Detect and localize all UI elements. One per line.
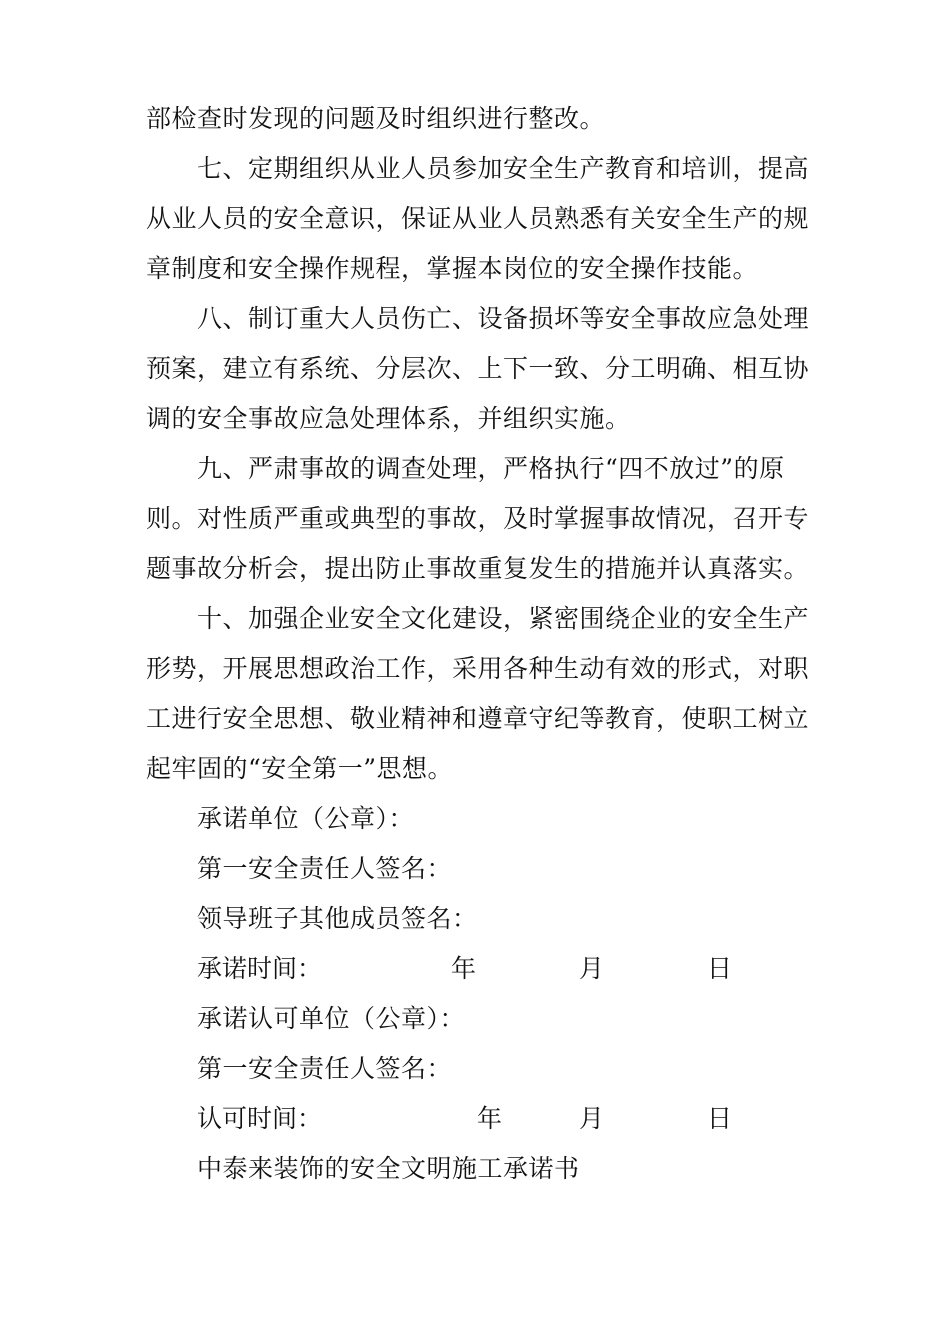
promise-time-label: 承诺时间：: [197, 954, 323, 983]
paragraph-line: 八、制订重大人员伤亡、设备损坏等安全事故应急处理: [197, 304, 810, 333]
day-label: 日: [707, 954, 733, 983]
paragraph-line: 十、加强企业安全文化建设，紧密围绕企业的安全生产: [197, 604, 810, 633]
next-document-title: 中泰来装饰的安全文明施工承诺书: [197, 1154, 580, 1183]
leadership-members-label: 领导班子其他成员签名：: [197, 904, 478, 933]
paragraph-line: 预案，建立有系统、分层次、上下一致、分工明确、相互协: [146, 354, 810, 383]
day-label: 日: [707, 1104, 733, 1133]
approve-time-label: 认可时间：: [197, 1104, 323, 1133]
paragraph-line: 起牢固的“安全第一”思想。: [146, 754, 454, 783]
year-label: 年: [451, 954, 477, 983]
first-responsible-label: 第一安全责任人签名：: [197, 854, 453, 883]
promise-time-row: [197, 954, 757, 984]
year-label: 年: [477, 1104, 503, 1133]
paragraph-line: 七、定期组织从业人员参加安全生产教育和培训，提高: [197, 154, 810, 183]
paragraph-line: 九、严肃事故的调查处理，严格执行“四不放过”的原: [197, 454, 785, 483]
paragraph-line: 则。对性质严重或典型的事故，及时掌握事故情况，召开专: [146, 504, 810, 533]
month-label: 月: [579, 1104, 605, 1133]
paragraph-line: 从业人员的安全意识，保证从业人员熟悉有关安全生产的规: [146, 204, 810, 233]
promise-unit-label: 承诺单位（公章）：: [197, 804, 415, 833]
paragraph-line: 题事故分析会，提出防止事故重复发生的措施并认真落实。: [146, 554, 810, 583]
first-responsible-label-2: 第一安全责任人签名：: [197, 1054, 453, 1083]
paragraph-line: 部检查时发现的问题及时组织进行整改。: [146, 104, 606, 133]
month-label: 月: [579, 954, 605, 983]
approve-unit-label: 承诺认可单位（公章）：: [197, 1004, 466, 1033]
approve-time-row: [197, 1104, 757, 1134]
paragraph-line: 形势，开展思想政治工作，采用各种生动有效的形式，对职: [146, 654, 810, 683]
paragraph-line: 工进行安全思想、敬业精神和遵章守纪等教育，使职工树立: [146, 704, 810, 733]
paragraph-line: 调的安全事故应急处理体系，并组织实施。: [146, 404, 631, 433]
paragraph-line: 章制度和安全操作规程，掌握本岗位的安全操作技能。: [146, 254, 759, 283]
